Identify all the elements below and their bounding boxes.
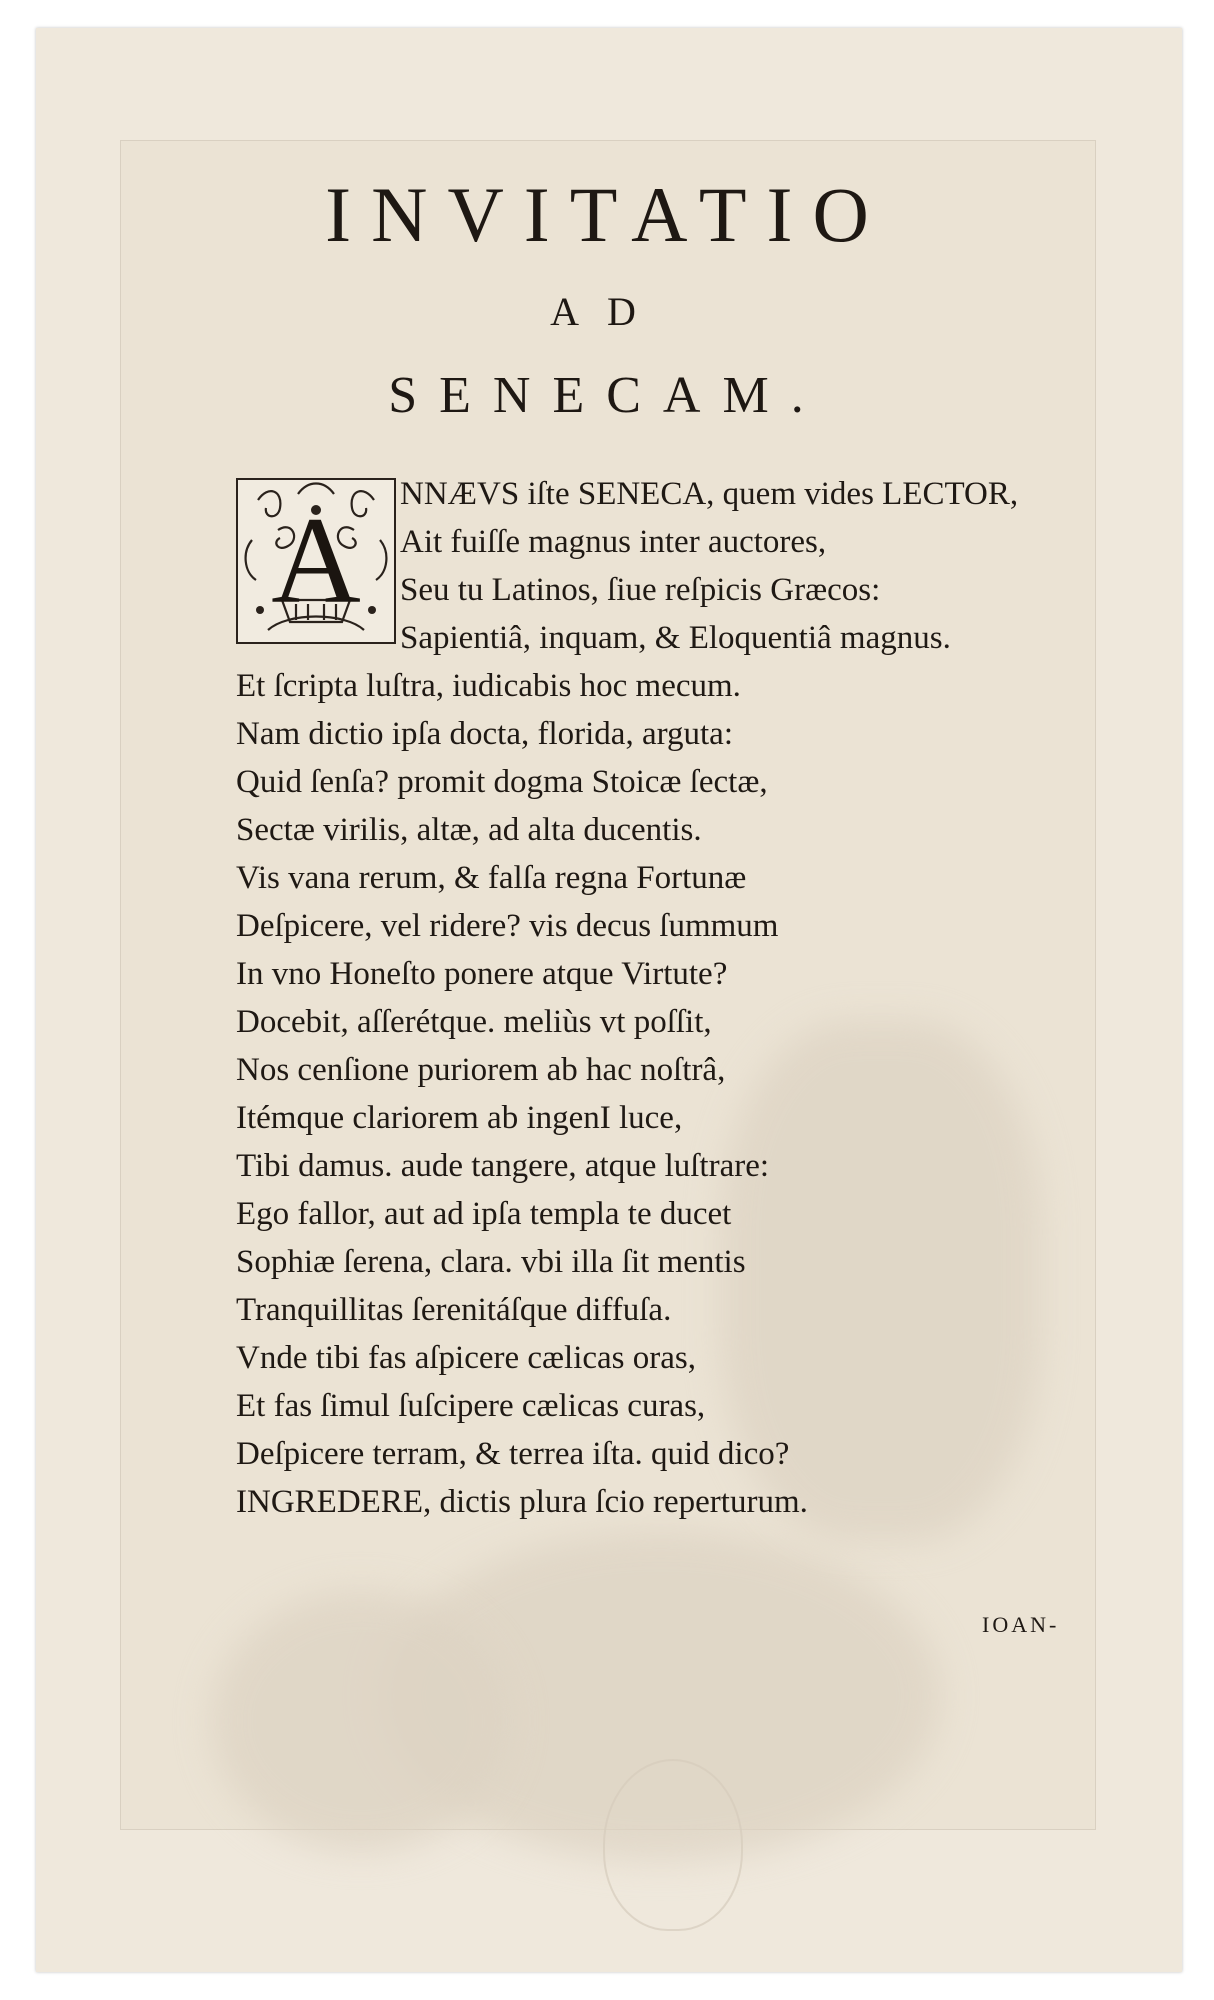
poem-line: Vis vana rerum, & falſa regna Fortunæ [236, 860, 747, 896]
poem-line: Deſpicere, vel ridere? vis decus ſummum [236, 908, 779, 944]
title-line-1: INVITATIO [325, 171, 889, 258]
poem-line: Quid ſenſa? promit dogma Stoicæ ſectæ, [236, 764, 768, 800]
title-line-2: AD [550, 289, 664, 334]
poem-line: Ego fallor, aut ad ipſa templa te ducet [236, 1196, 732, 1232]
poem-line: Itémque clariorem ab ingenI luce, [236, 1100, 683, 1136]
poem-line: Tibi damus. aude tangere, atque luſtrare: [236, 1148, 770, 1184]
poem-line: Docebit, aſſerétque. meliùs vt poſſit, [236, 1004, 712, 1040]
poem-line: NNÆVS iſte SENECA, quem vides LECTOR, [400, 476, 1019, 512]
faded-portrait-face [603, 1759, 743, 1931]
poem-line: Sophiæ ſerena, clara. vbi illa ſit mentis [236, 1244, 746, 1280]
poem-line: Seu tu Latinos, ſiue reſpicis Græcos: [400, 572, 881, 608]
poem-line: Sectæ virilis, altæ, ad alta ducentis. [236, 812, 702, 848]
catchword: IOAN- [982, 1612, 1060, 1637]
faded-portrait-shadow [211, 1591, 511, 1851]
poem-line: INGREDERE, dictis plura ſcio reperturum. [236, 1484, 808, 1520]
poem-line: Tranquillitas ſerenitáſque diffuſa. [236, 1292, 672, 1328]
poem-line: Et fas ſimul ſuſcipere cælicas curas, [236, 1388, 706, 1424]
title-line-3: SENECAM. [388, 367, 826, 424]
poem-line: Ait fuiſſe magnus inter auctores, [400, 524, 827, 560]
poem-line: Et ſcripta luſtra, iudicabis hoc mecum. [236, 668, 741, 704]
poem-line: In vno Honeſto ponere atque Virtute? [236, 956, 728, 992]
poem-line: Nam dictio ipſa docta, florida, arguta: [236, 716, 733, 752]
decorated-initial-letter [236, 478, 396, 644]
poem-line: Deſpicere terram, & terrea iſta. quid dico? [236, 1436, 790, 1472]
poem-line: Vnde tibi fas aſpicere cælicas oras, [236, 1340, 696, 1376]
poem-line: Sapientiâ, inquam, & Eloquentiâ magnus. [400, 620, 951, 656]
initial-letter: A [271, 492, 361, 629]
poem-line: Nos cenſione puriorem ab hac noſtrâ, [236, 1052, 726, 1088]
